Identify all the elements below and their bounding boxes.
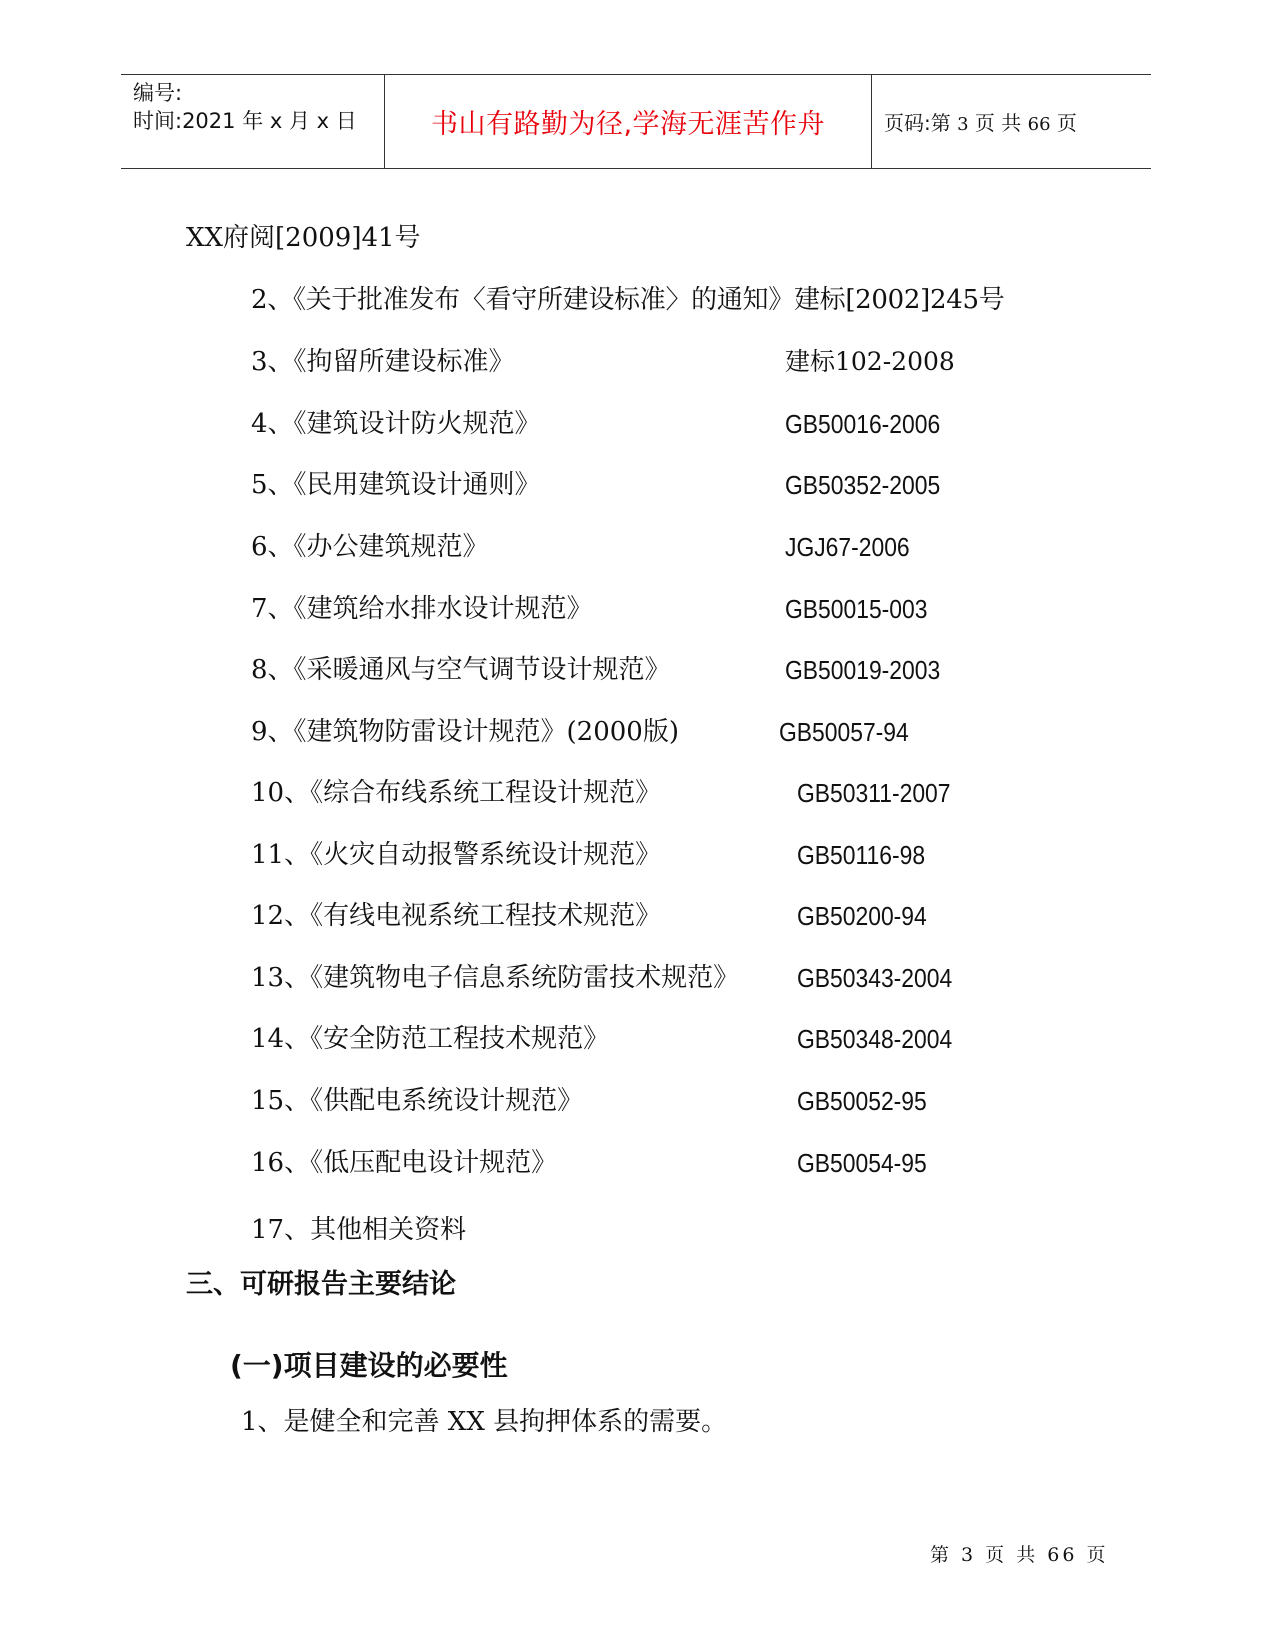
header-page-cell (872, 75, 1151, 168)
header-page-indicator (884, 107, 1077, 136)
document-number-label: 编号: (133, 81, 183, 105)
page-header (121, 74, 1151, 169)
reference-code: GB50348-2004 (797, 1024, 953, 1054)
reference-title: 12、《有线电视系统工程技术规范》 (251, 901, 662, 931)
page-total: 66 (1027, 114, 1051, 135)
page-end: 页 (1056, 111, 1077, 135)
reference-code: GB50019-2003 (785, 655, 941, 685)
reference-title: 11、《火灾自动报警系统设计规范》 (251, 840, 662, 870)
reference-title: 8、《采暖通风与空气调节设计规范》 (251, 655, 671, 685)
header-meta-cell (121, 75, 385, 168)
page-label: 页码:第 (884, 111, 951, 135)
reference-line-2: 2、《关于批准发布〈看守所建设标准〉的通知》建标[2002]245号 (251, 285, 1005, 315)
reference-code: GB50200-94 (797, 901, 927, 931)
subsection-heading: (一)项目建设的必要性 (230, 1349, 508, 1382)
header-motto-cell (385, 75, 872, 168)
document-time-label: 时间:2021 年 x 月 x 日 (133, 109, 357, 133)
reference-code: JGJ67-2006 (785, 532, 910, 562)
reference-code: 建标102-2008 (785, 347, 955, 376)
reference-title: 4、《建筑设计防火规范》 (251, 409, 541, 439)
section-heading: 三、可研报告主要结论 (186, 1269, 456, 1300)
reference-code: GB50054-95 (797, 1148, 927, 1178)
page-footer: 第 3 页 共 66 页 (930, 1544, 1109, 1566)
reference-title: 9、《建筑物防雷设计规范》(2000版) (251, 717, 679, 747)
reference-title: 15、《供配电系统设计规范》 (251, 1086, 584, 1116)
page-current: 3 (957, 114, 969, 135)
reference-code: GB50057-94 (779, 717, 909, 747)
reference-title: 16、《低压配电设计规范》 (251, 1148, 558, 1178)
reference-code: GB50052-95 (797, 1086, 927, 1116)
point-1: 1、是健全和完善 XX 县拘押体系的需要。 (241, 1407, 728, 1437)
reference-code: GB50116-98 (797, 840, 926, 870)
reference-code: GB50352-2005 (785, 470, 941, 500)
page-mid: 页 共 (974, 111, 1022, 135)
reference-title: 13、《建筑物电子信息系统防雷技术规范》 (251, 963, 740, 993)
reference-title: 10、《综合布线系统工程设计规范》 (251, 778, 662, 808)
intro-line: XX府阅[2009]41号 (186, 223, 421, 253)
reference-title: 3、《拘留所建设标准》 (251, 347, 515, 377)
reference-code: GB50015-003 (785, 594, 928, 624)
reference-title: 6、《办公建筑规范》 (251, 532, 489, 562)
reference-code: GB50016-2006 (785, 409, 941, 439)
reference-code: GB50343-2004 (797, 963, 953, 993)
motto-text: 书山有路勤为径,学海无涯苦作舟 (430, 109, 826, 140)
reference-line-17: 17、其他相关资料 (251, 1215, 467, 1245)
reference-title: 5、《民用建筑设计通则》 (251, 470, 541, 500)
reference-title: 14、《安全防范工程技术规范》 (251, 1024, 610, 1054)
reference-title: 7、《建筑给水排水设计规范》 (251, 594, 593, 624)
reference-code: GB50311-2007 (797, 778, 951, 808)
